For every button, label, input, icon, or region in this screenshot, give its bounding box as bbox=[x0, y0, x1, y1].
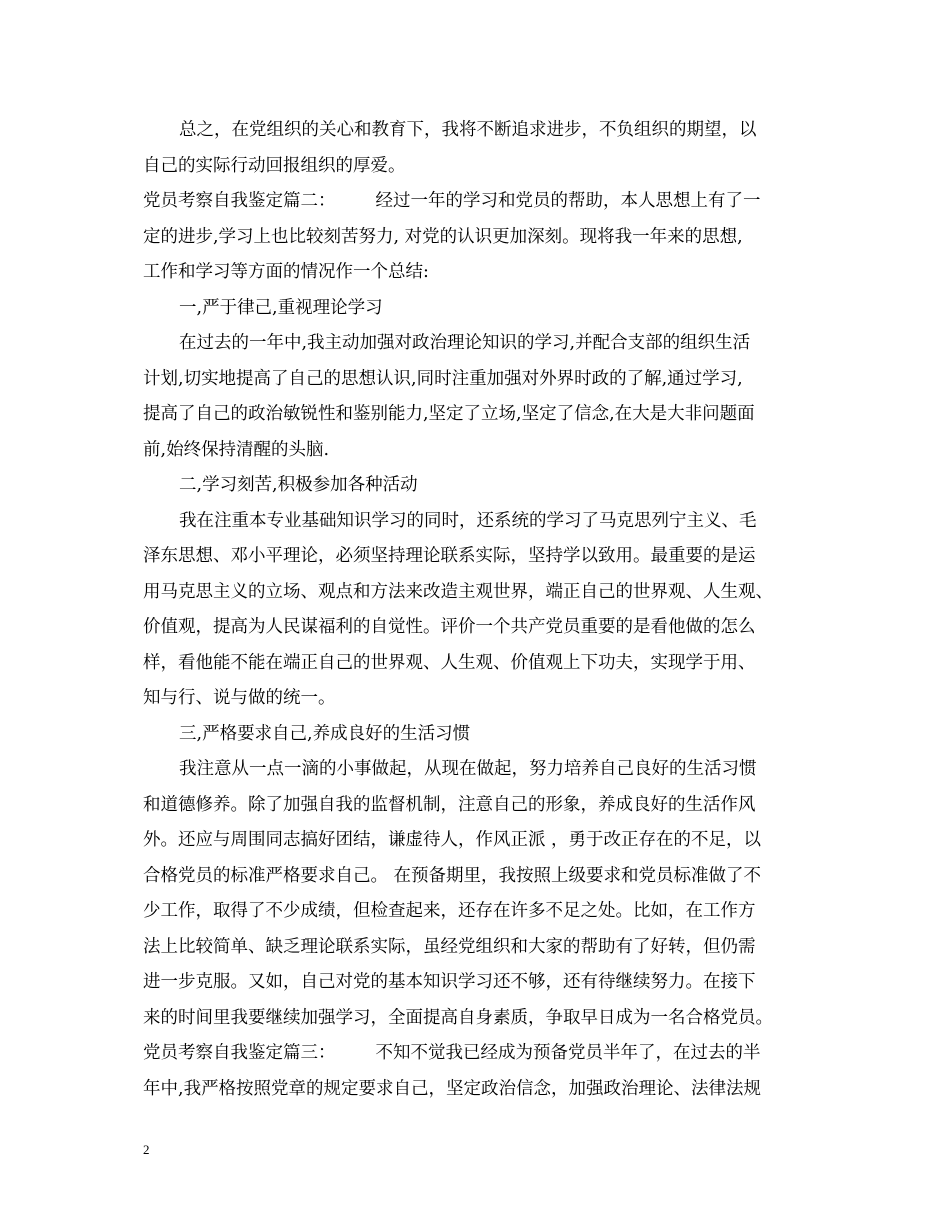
paragraph-text: 不知不觉我已经成为预备党员半年了，在过去的半 bbox=[375, 1043, 761, 1063]
subheading: 三,严格要求自己,养成良好的生活习惯 bbox=[179, 723, 471, 744]
paragraph-line: 法上比较简单、缺乏理论联系实际，虽经党组织和大家的帮助有了好转，但仍需 bbox=[143, 936, 756, 957]
paragraph-line: 我注意从一点一滴的小事做起，从现在做起，努力培养自己良好的生活习惯 bbox=[179, 759, 757, 779]
paragraph-line: 和道德修养。除了加强自我的监督机制，注意自己的形象，养成良好的生活作风 bbox=[143, 794, 756, 815]
paragraph-line: 提高了自己的政治敏锐性和鉴别能力,坚定了立场,坚定了信念,在大是大非问题面 bbox=[143, 404, 755, 424]
paragraph-line: 自己的实际行动回报组织的厚爱。 bbox=[143, 155, 406, 176]
subheading: 一,严于律己,重视理论学习 bbox=[179, 297, 383, 318]
section-heading: 党员考察自我鉴定篇二： bbox=[143, 191, 336, 211]
paragraph-line: 年中,我严格按照党章的规定要求自己，坚定政治信念，加强政治理论、法律法规 bbox=[143, 1078, 762, 1099]
paragraph-line: 总之，在党组织的关心和教育下，我将不断追求进步，不负组织的期望，以 bbox=[179, 120, 757, 140]
paragraph-line: 前,始终保持清醒的头脑. bbox=[143, 439, 330, 460]
paragraph-line: 外。还应与周围同志搞好团结，谦虚待人，作风正派 ，勇于改正存在的不足，以 bbox=[143, 830, 762, 850]
paragraph-line: 价值观，提高为人民谋福利的自觉性。评价一个共产党员重要的是看他做的怎么 bbox=[143, 617, 756, 637]
paragraph-line: 计划,切实地提高了自己的思想认识,同时注重加强对外界时政的了解,通过学习, bbox=[143, 368, 743, 389]
document-body bbox=[143, 113, 823, 1107]
section-heading-line bbox=[143, 1036, 823, 1072]
paragraph-line: 样，看他能不能在端正自己的世界观、人生观、价值观上下功夫，实现学于用、 bbox=[143, 652, 756, 673]
paragraph-text: 经过一年的学习和党员的帮助，本人思想上有了一 bbox=[375, 191, 761, 211]
paragraph-line: 我在注重本专业基础知识学习的同时，还系统的学习了马克思列宁主义、毛 bbox=[179, 510, 757, 531]
section-heading: 党员考察自我鉴定篇三： bbox=[143, 1043, 336, 1063]
paragraph-line: 来的时间里我要继续加强学习，全面提高自身素质，争取早日成为一名合格党员。 bbox=[143, 1007, 773, 1028]
paragraph-line: 合格党员的标准严格要求自己。 在预备期里，我按照上级要求和党员标准做了不 bbox=[143, 865, 762, 886]
page-number: 2 bbox=[143, 1142, 150, 1157]
paragraph-line: 少工作，取得了不少成绩，但检查起来，还存在许多不足之处。比如，在工作方 bbox=[143, 901, 756, 921]
paragraph-line: 在过去的一年中,我主动加强对政治理论知识的学习,并配合支部的组织生活 bbox=[179, 333, 751, 353]
paragraph-line: 知与行、说与做的统一。 bbox=[143, 688, 336, 708]
paragraph-line: 工作和学习等方面的情况作一个总结: bbox=[143, 262, 429, 282]
subheading: 二,学习刻苦,积极参加各种活动 bbox=[179, 475, 418, 495]
paragraph-line: 进一步克服。又如，自己对党的基本知识学习还不够，还有待继续努力。在接下 bbox=[143, 972, 756, 992]
section-heading-line bbox=[143, 184, 823, 220]
paragraph-line: 用马克思主义的立场、观点和方法来改造主观世界，端正自己的世界观、人生观、 bbox=[143, 581, 773, 602]
paragraph-line: 泽东思想、邓小平理论，必须坚持理论联系实际，坚持学以致用。最重要的是运 bbox=[143, 546, 756, 566]
paragraph-line: 定的进步,学习上也比较刻苦努力, 对党的认识更加深刻。现将我一年来的思想, bbox=[143, 226, 743, 247]
